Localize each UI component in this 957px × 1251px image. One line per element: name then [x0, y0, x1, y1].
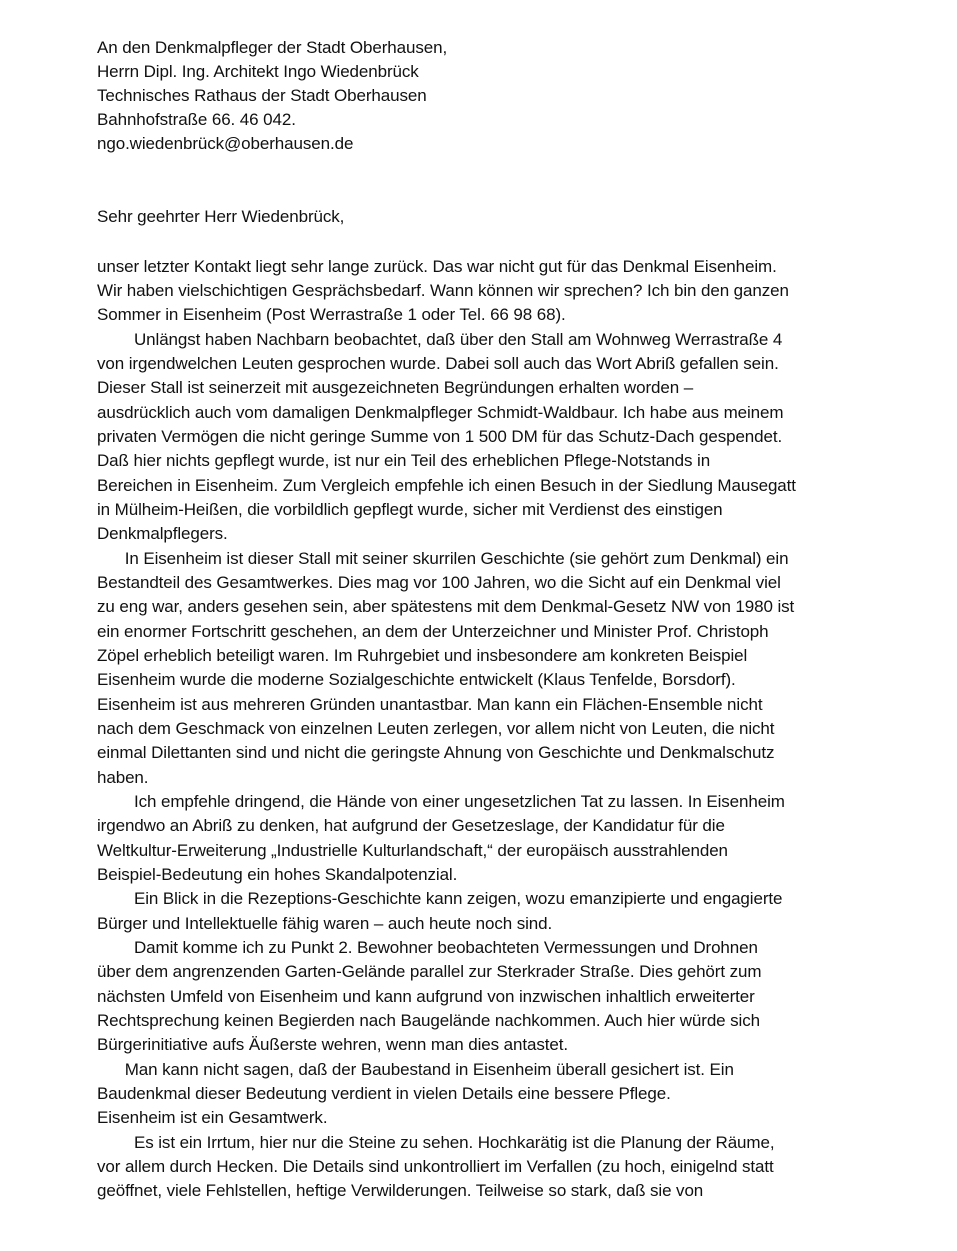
body-line: In Eisenheim ist dieser Stall mit seiner skurrilen Geschichte (sie gehört zum Denkmal) ein	[97, 549, 789, 568]
body-line: von irgendwelchen Leuten gesprochen wurde. Dabei soll auch das Wort Abriß gefallen sein.	[97, 354, 779, 373]
salutation: Sehr geehrter Herr Wiedenbrück,	[97, 207, 345, 226]
body-line: nächsten Umfeld von Eisenheim und kann aufgrund von inzwischen inhaltlich erweiterter	[97, 987, 755, 1006]
body-line: Eisenheim ist aus mehreren Gründen unantastbar. Man kann ein Flächen-Ensemble nicht	[97, 695, 763, 714]
body-line: haben.	[97, 768, 149, 787]
body-line: Zöpel erheblich beteiligt waren. Im Ruhrgebiet und insbesondere am konkreten Beispiel	[97, 646, 748, 665]
body-line: Daß hier nichts gepflegt wurde, ist nur ein Teil des erheblichen Pflege-Notstands in	[97, 451, 711, 470]
body-line: in Mülheim-Heißen, die vorbildlich gepflegt wurde, sicher mit Verdienst des einstigen	[97, 500, 723, 519]
body-line: Sommer in Eisenheim (Post Werrastraße 1 oder Tel. 66 98 68).	[97, 305, 566, 324]
body-line: Wir haben vielschichtigen Gesprächsbedarf. Wann können wir sprechen? Ich bin den ganzen	[97, 281, 789, 300]
address-line: ngo.wiedenbrück@oberhausen.de	[97, 134, 354, 153]
body-line: geöffnet, viele Fehlstellen, heftige Verwilderungen. Teilweise so stark, daß sie von	[97, 1181, 704, 1200]
body-line: irgendwo an Abriß zu denken, hat aufgrund der Gesetzeslage, der Kandidatur für die	[97, 816, 725, 835]
body-line: Bürger und Intellektuelle fähig waren – auch heute noch sind.	[97, 914, 553, 933]
address-line: Technisches Rathaus der Stadt Oberhausen	[97, 86, 427, 105]
body-line: privaten Vermögen die nicht geringe Summe von 1 500 DM für das Schutz-Dach gespendet.	[97, 427, 783, 446]
body-line: Ich empfehle dringend, die Hände von einer ungesetzlichen Tat zu lassen. In Eisenheim	[97, 792, 785, 811]
address-line: An den Denkmalpfleger der Stadt Oberhausen,	[97, 38, 448, 57]
body-line: Bürgerinitiative aufs Äußerste wehren, wenn man dies antastet.	[97, 1035, 568, 1054]
body-line: Eisenheim ist ein Gesamtwerk.	[97, 1108, 328, 1127]
body-line: Damit komme ich zu Punkt 2. Bewohner beobachteten Vermessungen und Drohnen	[97, 938, 758, 957]
body-line: zu eng war, anders gesehen sein, aber spätestens mit dem Denkmal-Gesetz NW von 1980 ist	[97, 597, 795, 616]
body-line: Baudenkmal dieser Bedeutung verdient in vielen Details eine bessere Pflege.	[97, 1084, 671, 1103]
body-line: Beispiel-Bedeutung ein hohes Skandalpotenzial.	[97, 865, 458, 884]
body-line: unser letzter Kontakt liegt sehr lange zurück. Das war nicht gut für das Denkmal Eisenheim.	[97, 257, 777, 276]
body-line: Eisenheim wurde die moderne Sozialgeschichte entwickelt (Klaus Tenfelde, Borsdorf).	[97, 670, 736, 689]
address-line: Herrn Dipl. Ing. Architekt Ingo Wiedenbrück	[97, 62, 419, 81]
body-line: Man kann nicht sagen, daß der Baubestand in Eisenheim überall gesichert ist. Ein	[97, 1060, 734, 1079]
body-line: Ein Blick in die Rezeptions-Geschichte kann zeigen, wozu emanzipierte und engagierte	[97, 889, 783, 908]
body-line: Bereichen in Eisenheim. Zum Vergleich empfehle ich einen Besuch in der Siedlung Mausegatt	[97, 476, 796, 495]
body-line: nach dem Geschmack von einzelnen Leuten zerlegen, vor allem nicht von Leuten, die nicht	[97, 719, 775, 738]
body-line: über dem angrenzenden Garten-Gelände parallel zur Sterkrader Straße. Dies gehört zum	[97, 962, 762, 981]
body-line: Es ist ein Irrtum, hier nur die Steine zu sehen. Hochkarätig ist die Planung der Räume,	[97, 1133, 775, 1152]
body-line: Dieser Stall ist seinerzeit mit ausgezeichneten Begründungen erhalten worden –	[97, 378, 694, 397]
body-line: Denkmalpflegers.	[97, 524, 228, 543]
body-line: ausdrücklich auch vom damaligen Denkmalpfleger Schmidt-Waldbaur. Ich habe aus meinem	[97, 403, 784, 422]
body-line: Unlängst haben Nachbarn beobachtet, daß über den Stall am Wohnweg Werrastraße 4	[97, 330, 783, 349]
address-line: Bahnhofstraße 66. 46 042.	[97, 110, 296, 129]
body-line: Rechtsprechung keinen Begierden nach Baugelände nachkommen. Auch hier würde sich	[97, 1011, 760, 1030]
body-line: ein enormer Fortschritt geschehen, an dem der Unterzeichner und Minister Prof. Christoph	[97, 622, 769, 641]
body-line: vor allem durch Hecken. Die Details sind unkontrolliert im Verfallen (zu hoch, einigelnd statt	[97, 1157, 774, 1176]
body-line: einmal Dilettanten sind und nicht die geringste Ahnung von Geschichte und Denkmalschutz	[97, 743, 775, 762]
body-line: Bestandteil des Gesamtwerkes. Dies mag vor 100 Jahren, wo die Sicht auf ein Denkmal viel	[97, 573, 781, 592]
body-line: Weltkultur-Erweiterung „Industrielle Kulturlandschaft,“ der europäisch ausstrahlenden	[97, 841, 728, 860]
